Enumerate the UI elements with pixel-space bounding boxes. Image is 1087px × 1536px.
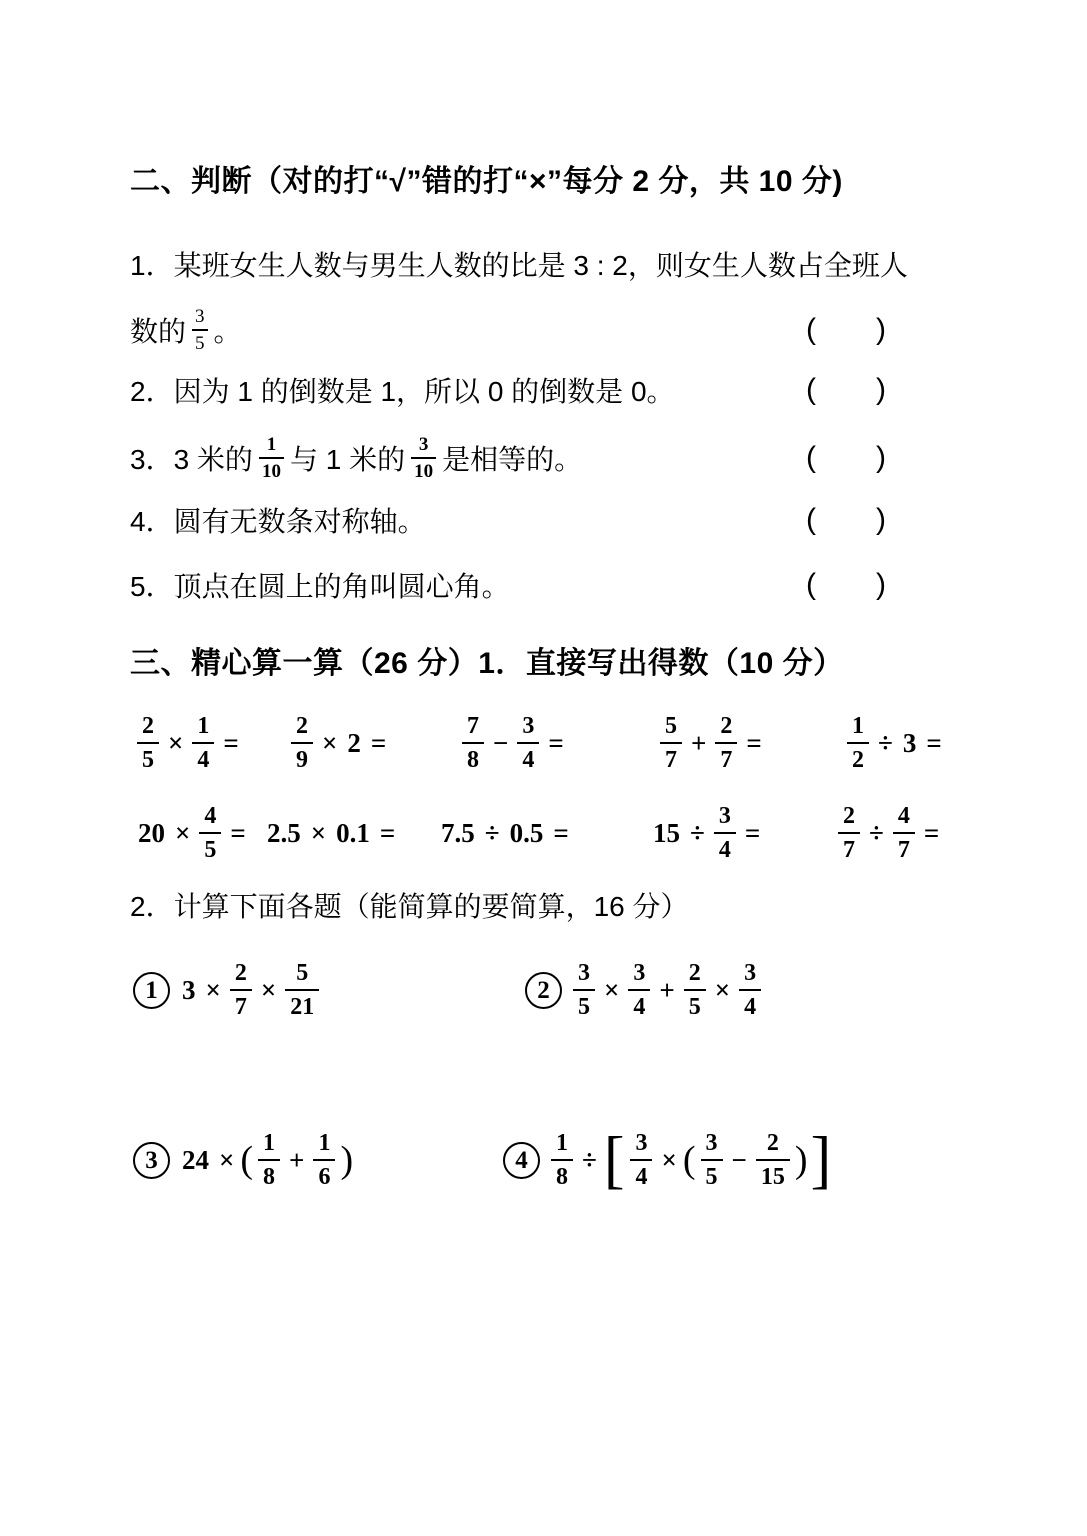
- fraction-numerator: 2: [715, 714, 737, 744]
- fraction-numerator: 4: [893, 804, 915, 834]
- math-token: =: [746, 727, 762, 758]
- math-token: ÷: [869, 817, 884, 848]
- fraction-numerator: 3: [739, 961, 761, 991]
- math-token: 24: [182, 1144, 209, 1175]
- fraction-numerator: 2: [756, 1131, 790, 1161]
- fraction: [199, 804, 221, 862]
- fraction: [715, 714, 737, 772]
- fraction: [756, 1131, 790, 1189]
- fraction: [630, 1131, 652, 1189]
- calc-item-2-2: [262, 801, 400, 865]
- fraction-numerator: 2: [684, 961, 706, 991]
- answer-blank-3: ( ): [806, 441, 886, 474]
- fraction: [411, 435, 436, 481]
- fraction-denominator: 8: [467, 747, 479, 773]
- math-token: 。: [213, 316, 242, 347]
- fraction-numerator: 3: [628, 961, 650, 991]
- math-token: =: [926, 727, 942, 758]
- math-token: +: [691, 727, 707, 758]
- math-token: =: [230, 817, 246, 848]
- fraction: [313, 1131, 335, 1189]
- fraction-denominator: 5: [688, 994, 701, 1020]
- math-token: ÷: [582, 1144, 597, 1175]
- math-token: 数的: [130, 316, 187, 347]
- fraction-numerator: 3: [573, 961, 595, 991]
- fraction-numerator: 3: [714, 804, 736, 834]
- fraction-numerator: 3: [517, 714, 539, 744]
- fraction-numerator: 5: [660, 714, 682, 744]
- answer-blank-5: ( ): [806, 568, 886, 601]
- problem-1: [133, 950, 323, 1030]
- math-token: 3: [902, 727, 917, 758]
- math-token: (: [682, 1139, 696, 1181]
- fraction-denominator: 4: [522, 747, 535, 773]
- math-token: 是相等的。: [442, 444, 583, 475]
- fraction-numerator: 2: [291, 714, 313, 744]
- calc-item-1-2: [287, 711, 391, 775]
- fraction-denominator: 4: [718, 837, 731, 863]
- fraction-numerator: 2: [230, 961, 252, 991]
- math-token: =: [223, 727, 239, 758]
- problem-4: [503, 1112, 833, 1208]
- fraction-denominator: 4: [197, 747, 210, 773]
- problem-4-expression: [547, 1124, 833, 1196]
- fraction-numerator: 1: [551, 1131, 573, 1161]
- fraction: [192, 714, 214, 772]
- math-token: ]: [810, 1124, 832, 1196]
- judge-question-1-line-2: [130, 300, 242, 360]
- math-token: ×: [604, 974, 620, 1005]
- math-token: ×: [310, 817, 327, 848]
- answer-blank-1: ( ): [806, 313, 886, 346]
- fraction: [551, 1131, 573, 1189]
- math-token: 7.5: [441, 817, 475, 848]
- fraction: [660, 714, 682, 772]
- problem-2-expression: [569, 961, 765, 1019]
- fraction-denominator: 21: [290, 994, 315, 1020]
- fraction-numerator: 4: [199, 804, 221, 834]
- fraction-denominator: 2: [852, 747, 864, 773]
- math-token: 与 1 米的: [289, 444, 406, 475]
- problem-3-number: 3: [133, 1142, 170, 1179]
- fraction: [573, 961, 595, 1019]
- math-token: ×: [661, 1144, 677, 1175]
- calc-item-1-4: [656, 711, 767, 775]
- fraction-numerator: 1: [847, 714, 869, 744]
- fraction: [192, 307, 208, 353]
- math-token: +: [289, 1144, 305, 1175]
- math-token: 1．某班女生人数与男生人数的比是 3 : 2，则女生人数占全班人: [130, 250, 908, 281]
- fraction: [628, 961, 650, 1019]
- fraction-numerator: 1: [192, 714, 214, 744]
- fraction: [714, 804, 736, 862]
- fraction-denominator: 5: [204, 837, 217, 863]
- fraction-numerator: 2: [838, 804, 860, 834]
- fraction: [893, 804, 915, 862]
- math-token: =: [553, 817, 569, 848]
- fraction: [285, 961, 319, 1019]
- fraction-numerator: 3: [630, 1131, 652, 1161]
- math-token: (: [240, 1139, 254, 1181]
- math-token: ): [340, 1139, 354, 1181]
- math-token: =: [548, 727, 564, 758]
- math-token: =: [923, 817, 940, 848]
- fraction: [137, 714, 159, 772]
- fraction-denominator: 5: [195, 333, 205, 354]
- fraction-denominator: 10: [414, 461, 434, 482]
- fraction-numerator: 2: [137, 714, 159, 744]
- fraction-denominator: 9: [296, 747, 308, 773]
- fraction-denominator: 15: [760, 1164, 785, 1190]
- fraction-numerator: 1: [258, 1131, 280, 1161]
- fraction-numerator: 5: [285, 961, 319, 991]
- problem-1-expression: [177, 961, 323, 1019]
- calc-item-2-3: [436, 801, 574, 865]
- fraction-denominator: 4: [635, 1164, 648, 1190]
- judge-question-3: [130, 426, 582, 490]
- problem-2: [525, 950, 765, 1030]
- math-token: 3．3 米的: [130, 444, 253, 475]
- answer-blank-4: ( ): [806, 503, 886, 536]
- judge-question-1-line-1: [130, 242, 908, 286]
- answer-blank-2: ( ): [806, 373, 886, 406]
- problem-3: [133, 1120, 354, 1200]
- fraction-numerator: 7: [462, 714, 484, 744]
- fraction: [701, 1131, 723, 1189]
- fraction-denominator: 10: [261, 461, 281, 482]
- math-token: ×: [714, 974, 731, 1005]
- fraction-denominator: 8: [263, 1164, 276, 1190]
- fraction-denominator: 5: [142, 747, 154, 773]
- math-token: ×: [168, 727, 184, 758]
- section2-title: 二、判断（对的打“√”错的打“×”每分 2 分，共 10 分): [130, 165, 843, 198]
- math-token: ×: [205, 974, 221, 1005]
- math-token: 4．圆有无数条对称轴。: [130, 506, 426, 537]
- subsection2-title: 2．计算下面各题（能简算的要简算，16 分）: [130, 891, 689, 922]
- calc-item-1-1: [133, 711, 244, 775]
- fraction-denominator: 7: [897, 837, 910, 863]
- fraction-denominator: 6: [318, 1164, 331, 1190]
- fraction-numerator: 3: [192, 307, 208, 331]
- section3-title: 三、精心算一算（26 分）1．直接写出得数（10 分）: [130, 647, 844, 680]
- fraction: [230, 961, 252, 1019]
- math-token: ÷: [878, 727, 893, 758]
- fraction: [291, 714, 313, 772]
- fraction-denominator: 4: [744, 994, 757, 1020]
- math-token: 0.5: [509, 817, 544, 848]
- math-token: 3: [182, 974, 196, 1005]
- math-token: =: [744, 817, 761, 848]
- fraction-denominator: 4: [633, 994, 646, 1020]
- math-token: ×: [219, 1144, 235, 1175]
- fraction-denominator: 7: [234, 994, 247, 1020]
- math-token: 15: [653, 817, 680, 848]
- fraction-numerator: 1: [259, 435, 284, 459]
- fraction-denominator: 5: [705, 1164, 718, 1190]
- math-token: [: [603, 1124, 625, 1196]
- calc-item-1-3: [458, 711, 569, 775]
- fraction: [259, 435, 284, 481]
- math-token: 20: [138, 817, 165, 848]
- judge-question-4: [130, 498, 426, 542]
- math-token: ): [794, 1139, 808, 1181]
- fraction-numerator: 3: [701, 1131, 723, 1161]
- fraction: [462, 714, 484, 772]
- fraction: [847, 714, 869, 772]
- fraction: [739, 961, 761, 1019]
- math-token: 2: [347, 727, 361, 758]
- calc-item-1-5: [843, 711, 947, 775]
- math-token: =: [370, 727, 387, 758]
- math-token: ×: [260, 974, 277, 1005]
- judge-question-5: [130, 563, 510, 607]
- calc-item-2-5: [834, 801, 944, 865]
- math-token: =: [379, 817, 396, 848]
- math-token: −: [731, 1144, 747, 1175]
- problem-4-number: 4: [503, 1142, 540, 1179]
- math-token: 5．顶点在圆上的角叫圆心角。: [130, 571, 510, 602]
- fraction: [684, 961, 706, 1019]
- calc-item-2-1: [133, 801, 251, 865]
- judge-question-2: [130, 368, 675, 412]
- math-token: 0.1: [336, 817, 370, 848]
- math-token: 2.5: [267, 817, 301, 848]
- fraction: [838, 804, 860, 862]
- fraction-denominator: 7: [665, 747, 677, 773]
- problem-2-number: 2: [525, 972, 562, 1009]
- fraction-denominator: 7: [720, 747, 733, 773]
- fraction-denominator: 8: [556, 1164, 568, 1190]
- fraction: [517, 714, 539, 772]
- problem-3-expression: [177, 1131, 354, 1189]
- math-token: −: [493, 727, 509, 758]
- math-token: ÷: [484, 817, 500, 848]
- problem-1-number: 1: [133, 972, 170, 1009]
- fraction-numerator: 1: [313, 1131, 335, 1161]
- math-token: ×: [322, 727, 338, 758]
- fraction-denominator: 7: [843, 837, 855, 863]
- fraction-denominator: 5: [578, 994, 590, 1020]
- math-token: ÷: [690, 817, 705, 848]
- fraction-numerator: 3: [411, 435, 436, 459]
- math-token: +: [659, 974, 675, 1005]
- math-token: 2．因为 1 的倒数是 1，所以 0 的倒数是 0。: [130, 376, 675, 407]
- calc-item-2-4: [648, 801, 765, 865]
- fraction: [258, 1131, 280, 1189]
- math-token: ×: [175, 817, 191, 848]
